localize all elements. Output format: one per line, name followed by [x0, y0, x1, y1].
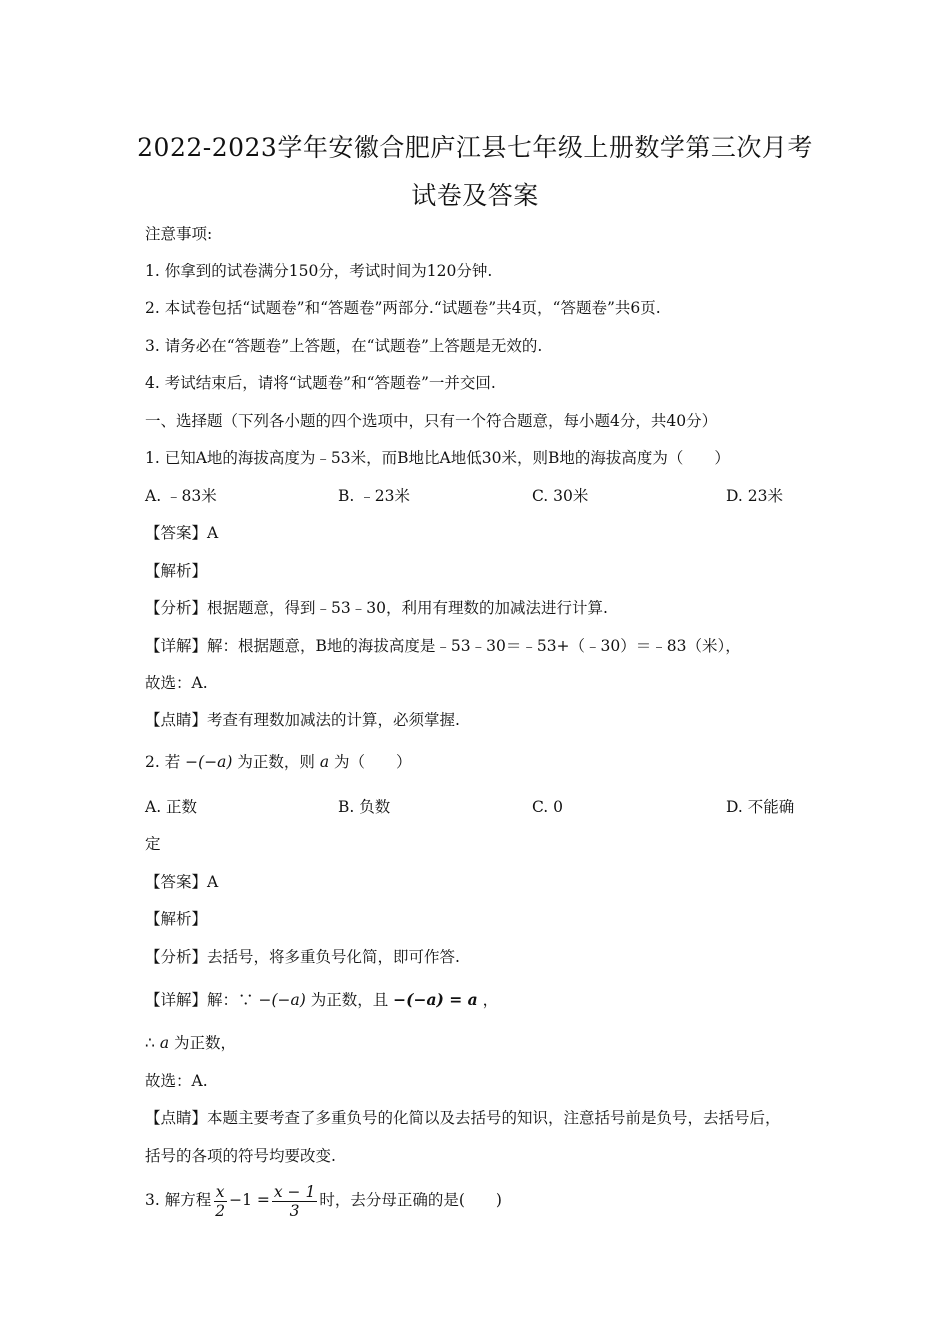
q2-guxuan: 故选：A. [145, 1072, 208, 1090]
q2-jiexi: 【解析】 [145, 910, 208, 928]
q2-therefore [145, 1033, 236, 1053]
q2-therefore-suffix: 为正数， [174, 1034, 237, 1052]
q2-option-d: D. 不能确 [726, 798, 795, 816]
q1-option-b: B. ﹣23米 [338, 487, 410, 505]
q1-jiexi: 【解析】 [145, 562, 208, 580]
q1-fenxi: 【分析】根据题意，得到﹣53﹣30，利用有理数的加减法进行计算. [145, 599, 608, 617]
q1-option-a: A. ﹣83米 [145, 487, 217, 505]
q1-option-c: C. 30米 [532, 487, 589, 505]
q3-minus-one: −1 = [229, 1191, 270, 1209]
q2-dianjing-2: 括号的各项的符号均要改变. [145, 1147, 336, 1165]
notice-item-3: 3. 请务必在“答题卷”上答题，在“试题卷”上答题是无效的. [145, 337, 543, 355]
q2-answer: 【答案】A [145, 873, 219, 891]
notice-item-1: 1. 你拿到的试卷满分150分，考试时间为120分钟. [145, 262, 493, 280]
q2-stem-prefix: 2. 若 [145, 753, 181, 771]
q2-fenxi: 【分析】去括号，将多重负号化简，即可作答. [145, 948, 460, 966]
q2-option-b: B. 负数 [338, 798, 391, 816]
q3-stem-prefix: 3. 解方程 [145, 1191, 212, 1209]
q2-stem-var: a [319, 753, 330, 771]
q2-xiangjie-prefix: 【详解】解：∵ [145, 991, 254, 1009]
q1-answer: 【答案】A [145, 524, 219, 542]
q3-stem [145, 1180, 502, 1220]
q2-xiangjie-math2: −(−a) = a [393, 990, 478, 1009]
q1-guxuan: 故选：A. [145, 674, 208, 692]
q3-frac2-numerator: x − 1 [273, 1182, 316, 1201]
q2-stem-math: −(−a) [185, 753, 233, 771]
q2-stem-mid: 为正数，则 [237, 753, 315, 771]
therefore-symbol: ∴ [145, 1034, 155, 1052]
section-heading: 一、选择题（下列各小题的四个选项中，只有一个符合题意，每小题4分，共40分） [145, 412, 718, 430]
q1-option-d: D. 23米 [726, 487, 783, 505]
doc-title-line2: 试卷及答案 [411, 181, 539, 210]
q3-frac2-denominator: 3 [289, 1201, 300, 1220]
q2-xiangjie-suffix: ， [482, 991, 499, 1009]
q2-therefore-var: a [159, 1034, 170, 1052]
notice-heading: 注意事项: [145, 225, 213, 243]
q2-stem [145, 752, 412, 772]
notice-item-4: 4. 考试结束后，请将“试题卷”和“答题卷”一并交回. [145, 374, 496, 392]
doc-title-line1: 2022-2023学年安徽合肥庐江县七年级上册数学第三次月考 [137, 133, 813, 162]
q1-dianjing: 【点睛】考查有理数加减法的计算，必须掌握. [145, 711, 460, 729]
q2-option-wrap: 定 [145, 835, 161, 853]
q1-xiangjie: 【详解】解：根据题意，B地的海拔高度是﹣53﹣30＝﹣53+（﹣30）＝﹣83（米）， [145, 637, 741, 655]
q1-stem: 1. 已知A地的海拔高度为﹣53米，而B地比A地低30米，则B地的海拔高度为（ ） [145, 449, 730, 467]
q2-option-a: A. 正数 [145, 798, 198, 816]
q3-frac1-denominator: 2 [215, 1201, 226, 1220]
notice-item-2: 2. 本试卷包括“试题卷”和“答题卷”两部分.“试题卷”共4页，“答题卷”共6页. [145, 299, 661, 317]
q2-option-c: C. 0 [532, 798, 564, 816]
q3-frac1-numerator: x [215, 1182, 225, 1201]
q3-stem-suffix: 时，去分母正确的是( ) [319, 1191, 502, 1209]
q2-xiangjie-math1: −(−a) [258, 991, 306, 1009]
q3-fraction-2 [272, 1183, 317, 1220]
q2-dianjing-1: 【点睛】本题主要考查了多重负号的化简以及去括号的知识，注意括号前是负号，去括号后， [145, 1109, 781, 1127]
q2-xiangjie [145, 990, 498, 1010]
q3-fraction-1 [213, 1183, 227, 1220]
q2-stem-suffix: 为（ ） [334, 753, 412, 771]
q2-xiangjie-mid: 为正数，且 [310, 991, 389, 1009]
